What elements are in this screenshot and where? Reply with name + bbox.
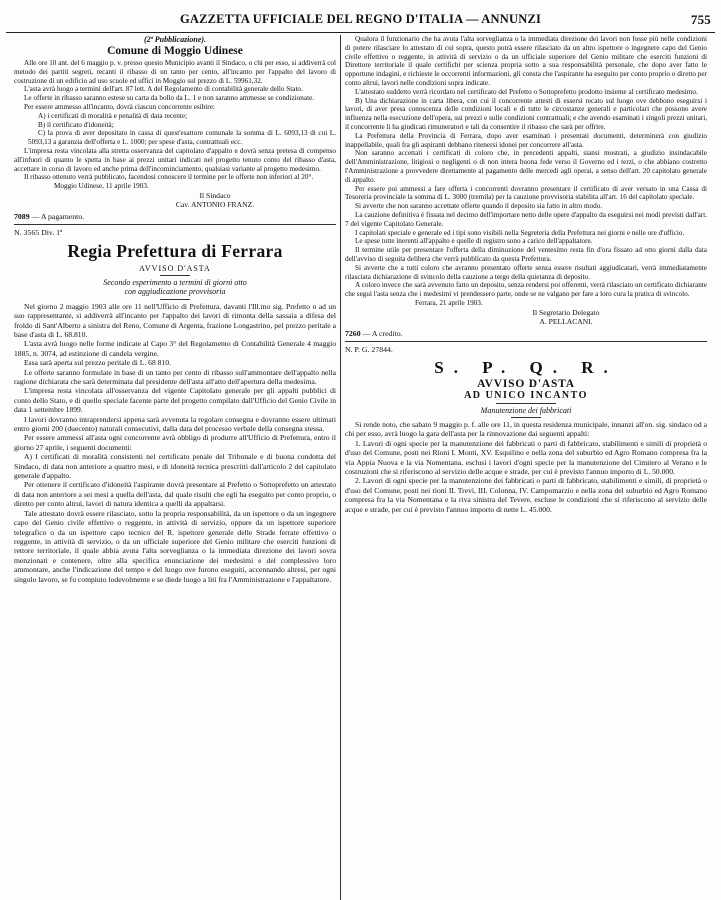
paragraph: A) I certificati di moralità consistenti nel certificato penale del Tribunale e di buona condotta del Sindaco, di data non anteriore a quattro mesi, e di idoneità tecnica prescritti dall'articolo 2 del capitolato generale d'appalto. — [14, 452, 336, 481]
paragraph: Per essere ammessi all'asta ogni concorrente avrà obbligo di produrre all'Ufficio di Prefettura, entro il giorno 27 aprile, i seguenti documenti: — [14, 433, 336, 452]
paragraph: L'impresa resta vincolata alla stretta osservanza del capitolato d'appalto e dovrà senza pretesa di compenso all'infuori di quanto le spetta in base ai prezzi unitari indicati nel progetto tenuto conto del ribasso d'asta, accettare in corso di lavoro ed anche prima dell'incominciamento, qualsiasi variante al progetto medesimo. — [14, 146, 336, 173]
signer-name: A. PELLACANI. — [539, 317, 593, 327]
ferrara-notice — [14, 228, 336, 584]
ferrara-notice-continued — [345, 35, 707, 338]
paragraph: Si avverte che non saranno accettate offerte quando il deposito sia fatto in altro modo. — [355, 202, 603, 211]
gazette-title: GAZZETTA UFFICIALE DEL REGNO D'ITALIA — ANNUNZI — [179, 12, 542, 26]
section-divider — [14, 224, 336, 225]
paragraph: Le offerte in ribasso saranno estese su carta da bollo da L. 1 e non saranno ammesse se condizionate. — [24, 94, 315, 103]
paragraph: 2. Lavori di ogni specie per la manutenzione dei fabbricati o parti di fabbricato, stabilimenti e simili, di proprietà o d'uso del Comune, posti nei rioni II. Trevi, III. Colonna, IV. Campomarzio e nella zona del suburbio ed Agro Romano compresa fra la via Nomentana e la riva sinistra del Tevere, escluse le condizioni che si riferiscono al servizio delle acque e strade, per cui è previsto l'annuo importo di nette L. 45.000. — [345, 476, 707, 514]
title-rule — [160, 275, 190, 276]
paragraph: Non saranno accettati i certificati di coloro che, in precedenti appalti, siansi mostrati, a giudizio insindacabile dell'Amministrazione, litigiosi o negligenti o di non intera buona fede verso il Governo ed i terzi, o che abbiano costretto l'Amministrazione a provvedere direttamente al pagamento delle mercedi agli operai, a senso dell'art. 20 capitolato generale di appalto. — [345, 149, 707, 184]
paragraph: Alle ore 10 ant. del 6 maggio p. v. presso questo Municipio avanti il Sindaco, o chi per esso, si addiverrà col metodo dei partiti segreti, recanti il ribasso di un tanto per cento, all'incanto per l'appalto del lavoro di costruzione di un edificio ad uso scuole ed uffici in Moggio sul prezzo di L. 59961,32. — [14, 59, 336, 85]
notice-ref: N. 3565 Div. 1ª — [14, 227, 63, 237]
notice-type: AVVISO D'ASTA — [139, 263, 211, 273]
paragraph: Tale attestato dovrà essere rilasciato, sotto la propria responsabilità, da un ispettore o da un ingegnere capo del Genio civile effettivo o reggente, in attività di servizio, oppure da un ispettore superiore telegrafico o da un ispettore capo tecnico del R. ispettore generale delle Strade ferrate effettivo o reggente, in attività di servizio, o da un ufficiale superiore del Genio militare che eserciti funzioni di rettore territoriale, il quale abbia avuta l'alta sorveglianza o la immediata direzione dei lavori sovra menzionati e contenere, oltre alla specifica enunciazione dei medesimi e del complessivo loro ammontare, anche l'indicazione del tempo e del luogo ove furono eseguiti, accennando altresì, per ogni singolo lavoro, se fu compiuto lodevolmente e se diede luogo a liti fra l'Amministrazione e l'appaltatore. — [14, 508, 336, 584]
signer-role: Il Segretario Delegato — [532, 307, 600, 317]
right-column — [345, 35, 707, 900]
ad-footer — [345, 329, 707, 338]
paragraph: La cauzione definitiva è fissata nel decimo dell'importare netto delle opere d'appalto da eseguirsi nei modi previsti dall'art. 7 del vigente Capitolato Generale. — [345, 210, 707, 228]
ad-footer — [14, 212, 336, 221]
paragraph: Qualora il funzionario che ha avuta l'alta sorveglianza o la immediata direzione dei lavori non fosse più nelle condizioni di potere rilasciare lo attestato di cui sopra, questo potrà essere rilasciato da un altro ispettore o ingegnere capo del Genio civile effettivo o reggente, in attività di servizio o da un ufficiale superiore del Genio militare che eserciti funzioni di Direttore territoriale il quale certifichi per scienza propria sotto a sua responsabilità personale, che dopo aver fatto le opportune indagini, e richieste le occorrenti informazioni, gli consta che l'aspirante ha eseguito per conto proprio o diretto per conto altrui, lavori nelle condizioni sopra indicate. — [345, 35, 707, 87]
paragraph: I capitolati speciale e generale ed i tipi sono visibili nella Segreteria della Prefettura nei giorni e nelle ore d'ufficio. — [355, 228, 685, 237]
paragraph: Si rende noto, che sabato 9 maggio p. f. alle ore 11, in questa residenza municipale, innanzi all'on. sig. sindaco od a chi per esso, avrà luogo la gara dell'asta per la rinnovazione dai seguenti appalti: — [345, 420, 707, 439]
list-item: A) i certificati di moralità e penalità di data recente; — [38, 111, 188, 120]
title-rule — [511, 417, 541, 418]
ad-number: 7089 — [14, 211, 30, 221]
spqr-notice — [345, 345, 707, 515]
paragraph: Si avverte che a tutti coloro che avranno presentato offerte senza essere risultati aggiudicatari, verrà immediatamente rilasciata dichiarazione di svincolo della cauzione a tergo della quietanza di deposito. — [345, 263, 707, 281]
place-date: Moggio Udinese, 11 aprile 1903. — [54, 182, 149, 191]
paragraph: L'asta avrà luogo a termini dell'art. 87 lett. A del Regolamento di contabilità generale dello Stato. — [24, 85, 303, 94]
paragraph: 1. Lavori di ogni specie per la manutenzione dei fabbricati o parti di fabbricato, stabilimenti e simili di proprietà o d'uso del Comune, posti nei Rioni I. Monti, XV. Esquilino e nella zona del suburbio ed Agro Romano compresa fra la via Appia Nuova e la via Nomentana, esclusi i lavori d'ogni specie per la manutenzione del Cimitero al Verano e le costruzioni che si riferiscono al servizio delle acque e strade, per cui è previsto l'annuo importo di L. 50.000. — [345, 438, 707, 477]
paragraph: L'impresa resta vincolata all'osservanza del vigente Capitolato generale per gli appalti pubblici di conto dello Stato, e di quello speciale facente parte del progetto compilato dall'Ufficio del Genio Civile in data 1 settembre 1899. — [14, 386, 336, 415]
notice-title: S. P. Q. R. — [434, 357, 618, 377]
notice-type: AVVISO D'ASTA — [477, 377, 575, 390]
page-header — [6, 12, 715, 33]
signer-name: Cav. ANTONIO FRANZ. — [175, 200, 255, 210]
moggio-notice — [14, 35, 336, 221]
paragraph: Nel giorno 2 maggio 1903 alle ore 11 nell'Ufficio di Prefettura, davanti l'Ill.mo sig. Prefetto o ad un suo rappresentante, si addiverrà all'incanto per l'appalto dei lavori di rimonta della sassaia a difesa del froldo di Sant'Alberto a sinistra del Reno, Comune di Argenta, frazione Longastrino, pel prezzo peritale a base d'asta di L. 68.810. — [14, 301, 336, 339]
title-rule — [160, 299, 190, 300]
notice-title: Regia Prefettura di Ferrara — [67, 240, 283, 261]
left-column — [14, 35, 336, 900]
title-rule — [496, 403, 556, 404]
column-divider — [340, 35, 341, 900]
ad-note: — A pagamento. — [31, 211, 85, 221]
publication-label: (2ª Pubblicazione). — [143, 35, 207, 44]
paragraph: La Prefettura della Provincia di Ferrara, dopo aver esaminati i presentati documenti, determinerà con giudizio inappellabile, quali fra gli aspiranti debbano ritenersi idonei per concorrere all'asta. — [345, 131, 707, 149]
paragraph: Per essere poi ammessi a fare offerta i concorrenti dovranno presentare il certificato di aver versato in una Cassa di Tesoreria provinciale la somma di L. 3000 (tremila) per la cauzione provvisoria stabilita all'art. 16 del capitolato speciale. — [345, 184, 707, 202]
paragraph: Il termine utile per presentare l'offerta della diminuzione del ventesimo resta fin d'ora fissato ad otto giorni dalla data dell'avviso di seguita delibera che verrà pubblicato da questa Prefettura. — [345, 246, 707, 263]
ad-number: 7260 — [345, 328, 361, 338]
notice-subtitle: con aggiudicazione provvisoria — [124, 287, 226, 297]
paragraph: Per essere ammesso all'incanto, dovrà ciascun concorrente esibire: — [24, 102, 215, 111]
notice-subtitle: Secondo esperimento a termini di giorni otto — [103, 277, 247, 287]
signer-role: Il Sindaco — [199, 190, 231, 200]
paragraph: B) Una dichiarazione in carta libera, con cui il concorrente attesti di essersi recato sul luogo ove debbono eseguirsi i lavori, di aver presa conoscenza delle condizioni locali e di tutte le circostanze generali e particolari che possono avere influenza nella esecuzione dell'opera, sui prezzi e sulle condizioni contrattuali; e che avendo esaminati i singoli prezzi unitari, il concorrente li ha giudicati rimuneratori e tali da consentire il ribasso che sarà per offrire. — [345, 96, 707, 131]
notice-type-2: AD UNICO INCANTO — [464, 389, 588, 401]
section-divider — [345, 341, 707, 342]
paragraph: Per ottenere il certificato d'idoneità l'aspirante dovrà presentare al Prefetto o Sottoprefetto un attestato di data non anteriore a sei mesi a quella dell'asta, dal quale risulti che egli ha eseguito per conto proprio, o diretto per conto altrui, lavori di natura identica a quelli da appaltarsi. — [14, 480, 336, 509]
paragraph: Essa sarà aperta sul prezzo peritale di L. 68 810. — [24, 358, 171, 368]
notice-subtitle: Manutenzione dei fabbricati — [480, 405, 572, 415]
paragraph: Le spese tutte inerenti all'appalto e quelle di registro sono a carico dell'appaltatore. — [355, 237, 593, 246]
paragraph: Le offerte saranno formulate in base di un tanto per cento di ribasso sull'ammontare dell'appalto nella ragione dichiarata che sarà determinata dal presidente dell'asta all'atto dell'apertura della medesima. — [14, 367, 336, 387]
paragraph: A coloro invece che sarà avvenuto fatto un deposito, senza rendersi poi offerenti, verrà rilasciato un certificato dichiarante che seguì l'asta senza che i medesimi vi prendessero parte, onde se ne valgano per fare a loro cura la pratica di svincolo. — [345, 281, 707, 299]
list-item: C) la prova di aver depositato in cassa di quest'esattore comunale la somma di L. 6093,13 di cui L. 5093,13 a garanzia dell'offerta e L. 1000; per spese d'asta, contrattuali ecc. — [28, 129, 336, 147]
paragraph: L'asta avrà luogo nelle forme indicate al Capo 3° del Regolamento di Contabilità Generale 4 maggio 1885, n. 3074, ad estinzione di candela vergine. — [14, 339, 336, 358]
page-number: 755 — [690, 12, 711, 27]
ad-note: — A credito. — [362, 328, 403, 338]
paragraph: I lavori dovranno intraprendersi appena sarà avvenuta la regolare consegna e dovranno essere ultimati entro giorni 200 (duecento) naturali consecutivi, dalla data del processo verbale della consegna stessa. — [14, 414, 336, 434]
notice-ref: N. P. G. 27844. — [345, 344, 393, 354]
notice-title: Comune di Moggio Udinese — [107, 45, 243, 57]
paragraph: Il ribasso ottenuto verrà pubblicato, facendosi conoscere il termine per le offerte non inferiori al 20°. — [24, 173, 314, 182]
paragraph: L'attestato suddetto verrà ricordato nel certificato del Prefetto o Sottoprefetto prodotto insieme al certificato medesimo. — [355, 87, 698, 96]
list-item: B) il certificato d'idoneità; — [38, 120, 114, 129]
place-date: Ferrara, 21 aprile 1903. — [415, 298, 483, 307]
